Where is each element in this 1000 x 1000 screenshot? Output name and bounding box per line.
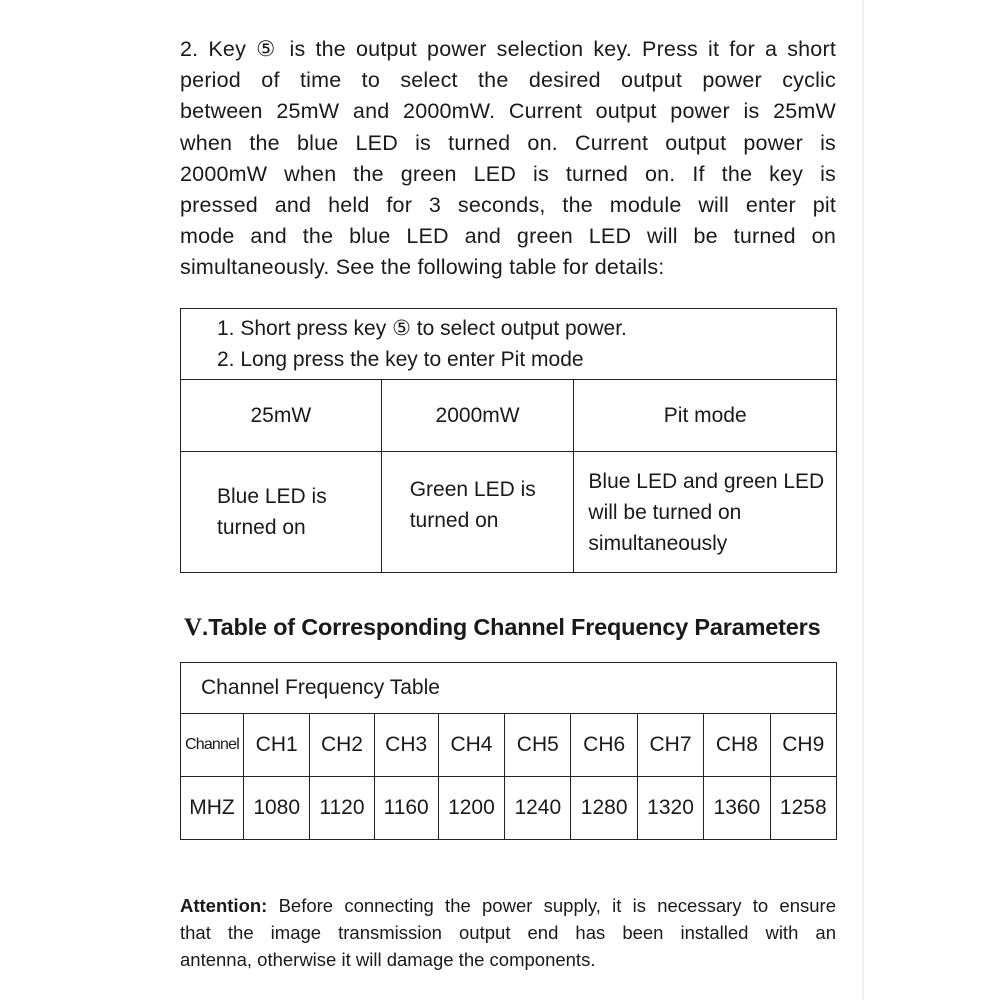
channel-cell: CH9 [770,714,836,777]
channel-cell: CH1 [244,714,310,777]
attention-label: Attention: [180,895,268,916]
attention-line: antenna, otherwise it will damage the components. [180,949,596,970]
cell-line: turned on [217,516,306,539]
header-25mw: 25mW [181,380,382,452]
header-2000mw: 2000mW [381,380,574,452]
cell-pit-mode-led [574,452,837,573]
frequency-cell: 1360 [704,777,770,840]
paragraph-line: when the blue LED is turned on. Current output power is [180,130,836,155]
cell-2000mw-led [381,452,574,573]
cell-line: will be turned on [588,500,742,524]
section-heading [184,614,820,642]
channel-frequency-table [180,662,837,840]
frequency-cell: 1160 [374,777,438,840]
frequency-cell: 1240 [505,777,571,840]
attention-text: Before connecting the power supply, it is necessary to ensure [267,895,836,916]
frequency-cell: 1120 [310,777,374,840]
channel-cell: CH5 [505,714,571,777]
section-title: .Table of Corresponding Channel Frequency Parameters [201,614,821,640]
paragraph-line: between 25mW and 2000mW. Current output power is 25mW [180,99,836,124]
channel-cell: CH4 [438,714,504,777]
header-pit-mode: Pit mode [574,380,837,452]
attention-note [180,892,836,973]
note-line: 1. Short press key ⑤ to select output power. [217,317,627,340]
led-status-table [180,308,837,573]
cell-line: Green LED is [409,478,536,501]
channel-cell: CH7 [637,714,703,777]
frequency-cell: 1280 [571,777,637,840]
attention-line: that the image transmission output end has been installed with an [180,922,836,943]
page-edge [862,0,864,1000]
cell-25mw-led [181,452,382,573]
channel-cell: CH2 [310,714,374,777]
cell-line: Blue LED is [217,485,327,508]
cell-line: Blue LED and green LED [588,469,825,493]
frequency-cell: 1200 [438,777,504,840]
channel-cell: CH8 [704,714,770,777]
led-table-notes [181,309,837,380]
channel-cell: CH3 [374,714,438,777]
section-numeral: V [184,614,202,641]
paragraph-line: pressed and held for 3 seconds, the module will enter pit [180,193,836,218]
frequency-cell: 1320 [637,777,703,840]
paragraph-line: simultaneously. See the following table for details: [180,255,665,280]
attention-line [180,892,836,919]
cell-line: simultaneously [588,531,728,555]
channel-cell: CH6 [571,714,637,777]
cell-line: turned on [409,509,499,532]
row-label-channel: Channel [181,714,244,777]
note-line: 2. Long press the key to enter Pit mode [217,348,584,371]
frequency-cell: 1258 [770,777,836,840]
paragraph-line: period of time to select the desired output power cyclic [180,68,836,93]
intro-paragraph [180,34,836,284]
channel-table-caption: Channel Frequency Table [181,663,837,714]
paragraph-line: 2000mW when the green LED is turned on. If the key is [180,161,836,186]
paragraph-line: 2. Key ⑤ is the output power selection key. Press it for a short [180,37,836,61]
paragraph-line: mode and the blue LED and green LED will be turned on [180,224,836,249]
frequency-cell: 1080 [244,777,310,840]
row-label-mhz: MHZ [181,777,244,840]
